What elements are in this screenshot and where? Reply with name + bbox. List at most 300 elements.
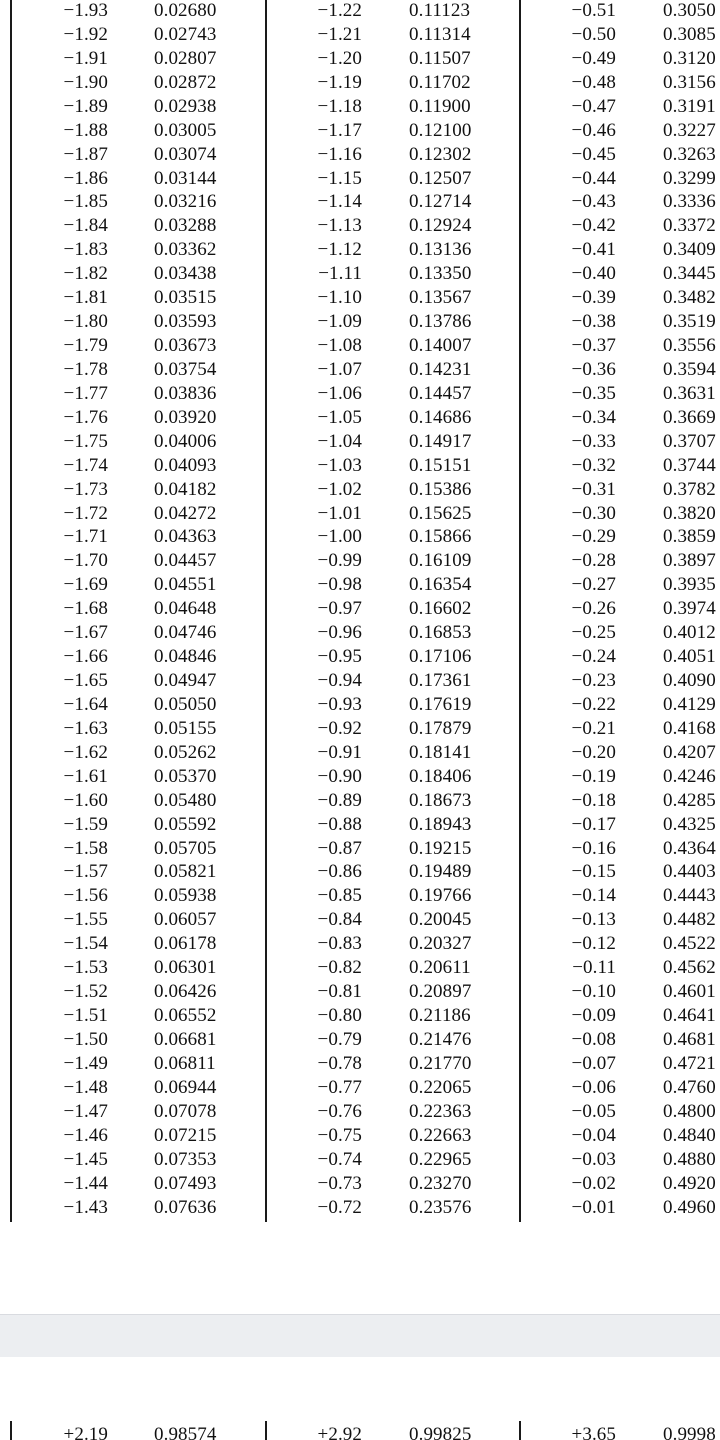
probability-value: 0.04746	[154, 622, 217, 643]
z-value: −0.12	[571, 933, 616, 954]
z-value: −1.58	[63, 838, 108, 859]
z-value: −0.50	[571, 24, 616, 45]
z-value: −0.51	[571, 0, 616, 21]
z-value: −0.47	[571, 96, 616, 117]
z-value: −0.11	[572, 957, 616, 978]
probability-value: 0.04272	[154, 503, 217, 524]
probability-value: 0.3594	[663, 359, 716, 380]
z-value: −0.35	[571, 383, 616, 404]
probability-value: 0.03593	[154, 311, 217, 332]
probability-value: 0.05705	[154, 838, 217, 859]
z-value: −0.91	[317, 742, 362, 763]
z-value: −1.57	[63, 861, 108, 882]
probability-value: 0.12924	[409, 215, 472, 236]
z-value: −0.30	[571, 503, 616, 524]
probability-value: 0.11702	[409, 72, 471, 93]
z-value: −0.05	[571, 1101, 616, 1122]
probability-value: 0.03005	[154, 120, 217, 141]
z-value: −1.73	[63, 479, 108, 500]
z-value: −0.06	[571, 1077, 616, 1098]
z-value: −0.39	[571, 287, 616, 308]
z-value: −0.01	[571, 1197, 616, 1218]
z-value: −0.49	[571, 48, 616, 69]
z-value: −1.67	[63, 622, 108, 643]
probability-value: 0.3974	[663, 598, 716, 619]
z-value: −0.14	[571, 885, 616, 906]
z-value: −1.56	[63, 885, 108, 906]
z-value: −0.99	[317, 550, 362, 571]
probability-value: 0.04551	[154, 574, 217, 595]
z-value: −0.74	[317, 1149, 362, 1170]
probability-value: 0.03438	[154, 263, 217, 284]
probability-value: 0.03515	[154, 287, 217, 308]
z-value: −0.20	[571, 742, 616, 763]
probability-value: 0.23270	[409, 1173, 472, 1194]
probability-value: 0.3519	[663, 311, 716, 332]
column-divider	[265, 1421, 267, 1440]
probability-value: 0.4840	[663, 1125, 716, 1146]
z-value: −1.81	[63, 287, 108, 308]
probability-value: 0.19766	[409, 885, 472, 906]
z-value: +3.65	[571, 1424, 616, 1440]
z-value: −1.90	[63, 72, 108, 93]
probability-value: 0.05370	[154, 766, 217, 787]
z-value: −1.75	[63, 431, 108, 452]
z-value: −1.46	[63, 1125, 108, 1146]
z-value: −1.43	[63, 1197, 108, 1218]
column-divider	[10, 0, 12, 1222]
probability-value: 0.4246	[663, 766, 716, 787]
probability-value: 0.06301	[154, 957, 217, 978]
z-value: −1.71	[63, 526, 108, 547]
z-value: −0.33	[571, 431, 616, 452]
probability-value: 0.11900	[409, 96, 471, 117]
probability-value: 0.20327	[409, 933, 472, 954]
z-value: −1.12	[317, 239, 362, 260]
probability-value: 0.17879	[409, 718, 472, 739]
z-value: −0.95	[317, 646, 362, 667]
z-value: −0.44	[571, 168, 616, 189]
probability-value: 0.20897	[409, 981, 472, 1002]
probability-value: 0.11314	[409, 24, 471, 45]
probability-value: 0.15625	[409, 503, 472, 524]
z-value: −1.84	[63, 215, 108, 236]
z-value: −1.64	[63, 694, 108, 715]
probability-value: 0.05592	[154, 814, 217, 835]
z-value: −1.17	[317, 120, 362, 141]
z-value: −1.16	[317, 144, 362, 165]
z-value: −0.16	[571, 838, 616, 859]
z-value: −0.23	[571, 670, 616, 691]
z-value: −1.07	[317, 359, 362, 380]
probability-value: 0.16109	[409, 550, 472, 571]
probability-value: 0.12100	[409, 120, 472, 141]
probability-value: 0.16354	[409, 574, 472, 595]
z-value: −0.46	[571, 120, 616, 141]
z-value: −0.45	[571, 144, 616, 165]
probability-value: 0.4721	[663, 1053, 716, 1074]
z-value: −0.80	[317, 1005, 362, 1026]
z-value: −1.11	[318, 263, 362, 284]
z-value: −0.02	[571, 1173, 616, 1194]
probability-value: 0.13786	[409, 311, 472, 332]
z-value: −0.32	[571, 455, 616, 476]
z-value: −1.45	[63, 1149, 108, 1170]
z-value: −0.82	[317, 957, 362, 978]
z-value: −1.92	[63, 24, 108, 45]
probability-value: 0.16602	[409, 598, 472, 619]
page-gap	[0, 1222, 720, 1314]
probability-value: 0.4403	[663, 861, 716, 882]
probability-value: 0.3782	[663, 479, 716, 500]
probability-value: 0.3299	[663, 168, 716, 189]
probability-value: 0.03288	[154, 215, 217, 236]
probability-value: 0.21186	[409, 1005, 471, 1026]
z-value: −1.10	[317, 287, 362, 308]
probability-value: 0.16853	[409, 622, 472, 643]
z-value: −0.73	[317, 1173, 362, 1194]
z-value: −1.61	[63, 766, 108, 787]
z-value: −1.89	[63, 96, 108, 117]
probability-value: 0.4880	[663, 1149, 716, 1170]
z-value: −1.21	[317, 24, 362, 45]
z-value: −0.89	[317, 790, 362, 811]
z-value: −0.36	[571, 359, 616, 380]
probability-value: 0.3191	[663, 96, 716, 117]
probability-value: 0.04846	[154, 646, 217, 667]
probability-value: 0.18406	[409, 766, 472, 787]
probability-value: 0.12507	[409, 168, 472, 189]
probability-value: 0.4129	[663, 694, 716, 715]
probability-value: 0.4090	[663, 670, 716, 691]
probability-value: 0.06552	[154, 1005, 217, 1026]
z-value: −1.74	[63, 455, 108, 476]
z-value: −0.75	[317, 1125, 362, 1146]
z-value: −1.77	[63, 383, 108, 404]
probability-value: 0.4681	[663, 1029, 716, 1050]
z-value: −1.54	[63, 933, 108, 954]
z-value: −0.10	[571, 981, 616, 1002]
z-value: −0.04	[571, 1125, 616, 1146]
probability-value: 0.4601	[663, 981, 716, 1002]
probability-value: 0.15151	[409, 455, 472, 476]
z-value: −0.19	[571, 766, 616, 787]
probability-value: 0.05938	[154, 885, 217, 906]
probability-value: 0.19215	[409, 838, 472, 859]
z-value: −0.28	[571, 550, 616, 571]
probability-value: 0.18141	[409, 742, 472, 763]
probability-value: 0.21476	[409, 1029, 472, 1050]
probability-value: 0.15866	[409, 526, 472, 547]
z-value: −0.43	[571, 191, 616, 212]
z-value: −1.63	[63, 718, 108, 739]
z-value: −1.65	[63, 670, 108, 691]
probability-value: 0.4641	[663, 1005, 716, 1026]
z-value: −1.82	[63, 263, 108, 284]
probability-value: 0.4285	[663, 790, 716, 811]
probability-value: 0.3263	[663, 144, 716, 165]
probability-value: 0.04457	[154, 550, 217, 571]
probability-value: 0.3120	[663, 48, 716, 69]
probability-value: 0.4522	[663, 933, 716, 954]
probability-value: 0.14007	[409, 335, 472, 356]
probability-value: 0.4482	[663, 909, 716, 930]
z-value: −0.37	[571, 335, 616, 356]
probability-value: 0.3820	[663, 503, 716, 524]
probability-value: 0.03144	[154, 168, 217, 189]
probability-value: 0.06681	[154, 1029, 217, 1050]
z-value: −0.41	[571, 239, 616, 260]
probability-value: 0.13136	[409, 239, 472, 260]
z-value: −1.78	[63, 359, 108, 380]
probability-value: 0.22065	[409, 1077, 472, 1098]
z-value: −1.76	[63, 407, 108, 428]
probability-value: 0.04182	[154, 479, 217, 500]
z-value: −1.83	[63, 239, 108, 260]
z-value: −1.50	[63, 1029, 108, 1050]
probability-value: 0.20611	[409, 957, 471, 978]
probability-value: 0.18673	[409, 790, 472, 811]
z-value: −0.22	[571, 694, 616, 715]
probability-value: 0.07215	[154, 1125, 217, 1146]
probability-value: 0.18943	[409, 814, 472, 835]
z-value: −0.13	[571, 909, 616, 930]
probability-value: 0.15386	[409, 479, 472, 500]
probability-value: 0.4960	[663, 1197, 716, 1218]
z-value: −1.01	[317, 503, 362, 524]
probability-value: 0.22965	[409, 1149, 472, 1170]
z-value: −0.87	[317, 838, 362, 859]
probability-value: 0.3631	[663, 383, 716, 404]
column-divider	[519, 1421, 521, 1440]
probability-value: 0.04648	[154, 598, 217, 619]
probability-value: 0.22663	[409, 1125, 472, 1146]
probability-value: 0.13350	[409, 263, 472, 284]
z-value: −1.08	[317, 335, 362, 356]
z-value: −1.52	[63, 981, 108, 1002]
z-value: −0.07	[571, 1053, 616, 1074]
probability-value: 0.21770	[409, 1053, 472, 1074]
z-value: −1.59	[63, 814, 108, 835]
probability-value: 0.03673	[154, 335, 217, 356]
z-value: −0.88	[317, 814, 362, 835]
z-value: −0.03	[571, 1149, 616, 1170]
z-value: −1.85	[63, 191, 108, 212]
probability-value: 0.17619	[409, 694, 472, 715]
probability-value: 0.02872	[154, 72, 217, 93]
probability-value: 0.11123	[409, 0, 471, 21]
probability-value: 0.07078	[154, 1101, 217, 1122]
probability-value: 0.17106	[409, 646, 472, 667]
z-value: −0.93	[317, 694, 362, 715]
probability-value: 0.3227	[663, 120, 716, 141]
z-value: −0.85	[317, 885, 362, 906]
column-divider	[10, 1421, 12, 1440]
z-value: −0.21	[571, 718, 616, 739]
probability-value: 0.05050	[154, 694, 217, 715]
z-value: −1.69	[63, 574, 108, 595]
probability-value: 0.22363	[409, 1101, 472, 1122]
z-value: −1.91	[63, 48, 108, 69]
z-value: −1.44	[63, 1173, 108, 1194]
probability-value: 0.06811	[154, 1053, 216, 1074]
probability-value: 0.03836	[154, 383, 217, 404]
probability-value: 0.07636	[154, 1197, 217, 1218]
probability-value: 0.4207	[663, 742, 716, 763]
probability-value: 0.3085	[663, 24, 716, 45]
z-value: −1.48	[63, 1077, 108, 1098]
z-value: −0.38	[571, 311, 616, 332]
probability-value: 0.14686	[409, 407, 472, 428]
probability-value: 0.12302	[409, 144, 472, 165]
z-value: −0.25	[571, 622, 616, 643]
z-value: −1.15	[317, 168, 362, 189]
probability-value: 0.04363	[154, 526, 217, 547]
probability-value: 0.20045	[409, 909, 472, 930]
z-value: −0.18	[571, 790, 616, 811]
probability-value: 0.03074	[154, 144, 217, 165]
probability-value: 0.3336	[663, 191, 716, 212]
probability-value: 0.06178	[154, 933, 217, 954]
z-value: −1.47	[63, 1101, 108, 1122]
z-value: −1.62	[63, 742, 108, 763]
probability-value: 0.4800	[663, 1101, 716, 1122]
column-divider	[519, 0, 521, 1222]
z-value: −1.19	[317, 72, 362, 93]
z-value: −1.02	[317, 479, 362, 500]
probability-value: 0.4012	[663, 622, 716, 643]
z-value: −0.08	[571, 1029, 616, 1050]
probability-value: 0.3556	[663, 335, 716, 356]
probability-value: 0.03216	[154, 191, 217, 212]
z-value: −1.51	[63, 1005, 108, 1026]
probability-value: 0.06426	[154, 981, 217, 1002]
z-value: −0.86	[317, 861, 362, 882]
probability-value: 0.3897	[663, 550, 716, 571]
probability-value: 0.4168	[663, 718, 716, 739]
z-value: −0.34	[571, 407, 616, 428]
probability-value: 0.05821	[154, 861, 217, 882]
probability-value: 0.9998	[663, 1424, 716, 1440]
probability-value: 0.3445	[663, 263, 716, 284]
probability-value: 0.19489	[409, 861, 472, 882]
z-value: −1.00	[317, 526, 362, 547]
probability-value: 0.3744	[663, 455, 716, 476]
z-value: −1.04	[317, 431, 362, 452]
probability-value: 0.23576	[409, 1197, 472, 1218]
probability-value: 0.4325	[663, 814, 716, 835]
z-value: −0.48	[571, 72, 616, 93]
z-value: −0.72	[317, 1197, 362, 1218]
page-separator	[0, 1314, 720, 1358]
probability-value: 0.3482	[663, 287, 716, 308]
next-table-page	[0, 1357, 720, 1440]
probability-value: 0.02743	[154, 24, 217, 45]
z-value: −0.98	[317, 574, 362, 595]
probability-value: 0.4364	[663, 838, 716, 859]
z-value: +2.19	[63, 1424, 108, 1440]
z-value: −1.72	[63, 503, 108, 524]
z-value: −0.77	[317, 1077, 362, 1098]
probability-value: 0.4562	[663, 957, 716, 978]
probability-value: 0.14917	[409, 431, 472, 452]
probability-value: 0.3409	[663, 239, 716, 260]
probability-value: 0.4920	[663, 1173, 716, 1194]
z-value: −1.13	[317, 215, 362, 236]
probability-value: 0.05155	[154, 718, 217, 739]
z-value: −0.94	[317, 670, 362, 691]
probability-value: 0.17361	[409, 670, 472, 691]
z-value: −1.70	[63, 550, 108, 571]
probability-value: 0.3372	[663, 215, 716, 236]
probability-value: 0.12714	[409, 191, 472, 212]
probability-value: 0.3935	[663, 574, 716, 595]
z-value: −0.24	[571, 646, 616, 667]
z-value: −1.14	[317, 191, 362, 212]
z-value: −0.27	[571, 574, 616, 595]
z-value: −1.20	[317, 48, 362, 69]
probability-value: 0.05262	[154, 742, 217, 763]
probability-value: 0.04093	[154, 455, 217, 476]
z-value: −0.79	[317, 1029, 362, 1050]
z-value: −1.22	[317, 0, 362, 21]
probability-value: 0.3669	[663, 407, 716, 428]
probability-value: 0.04006	[154, 431, 217, 452]
z-value: −1.09	[317, 311, 362, 332]
z-value: −1.18	[317, 96, 362, 117]
z-value: −0.29	[571, 526, 616, 547]
z-value: −1.68	[63, 598, 108, 619]
z-value: −1.55	[63, 909, 108, 930]
column-divider	[265, 0, 267, 1222]
z-value: −1.86	[63, 168, 108, 189]
z-value: −0.17	[571, 814, 616, 835]
probability-value: 0.05480	[154, 790, 217, 811]
z-value: −0.84	[317, 909, 362, 930]
z-value: −0.09	[571, 1005, 616, 1026]
probability-value: 0.14457	[409, 383, 472, 404]
probability-value: 0.06944	[154, 1077, 217, 1098]
probability-value: 0.03362	[154, 239, 217, 260]
z-value: −1.87	[63, 144, 108, 165]
z-value: −0.96	[317, 622, 362, 643]
z-value: −0.15	[571, 861, 616, 882]
z-value: +2.92	[317, 1424, 362, 1440]
z-value: −0.78	[317, 1053, 362, 1074]
z-value: −1.60	[63, 790, 108, 811]
probability-value: 0.07353	[154, 1149, 217, 1170]
probability-value: 0.02938	[154, 96, 217, 117]
probability-value: 0.04947	[154, 670, 217, 691]
z-value: −0.90	[317, 766, 362, 787]
probability-value: 0.3050	[663, 0, 716, 21]
probability-value: 0.14231	[409, 359, 472, 380]
probability-value: 0.02807	[154, 48, 217, 69]
z-value: −1.66	[63, 646, 108, 667]
z-value: −1.06	[317, 383, 362, 404]
z-value: −0.40	[571, 263, 616, 284]
z-value: −1.79	[63, 335, 108, 356]
probability-value: 0.3156	[663, 72, 716, 93]
z-value: −0.97	[317, 598, 362, 619]
z-value: −1.03	[317, 455, 362, 476]
probability-value: 0.11507	[409, 48, 471, 69]
z-value: −0.26	[571, 598, 616, 619]
probability-value: 0.3707	[663, 431, 716, 452]
z-value: −0.76	[317, 1101, 362, 1122]
z-value: −0.31	[571, 479, 616, 500]
probability-value: 0.4051	[663, 646, 716, 667]
